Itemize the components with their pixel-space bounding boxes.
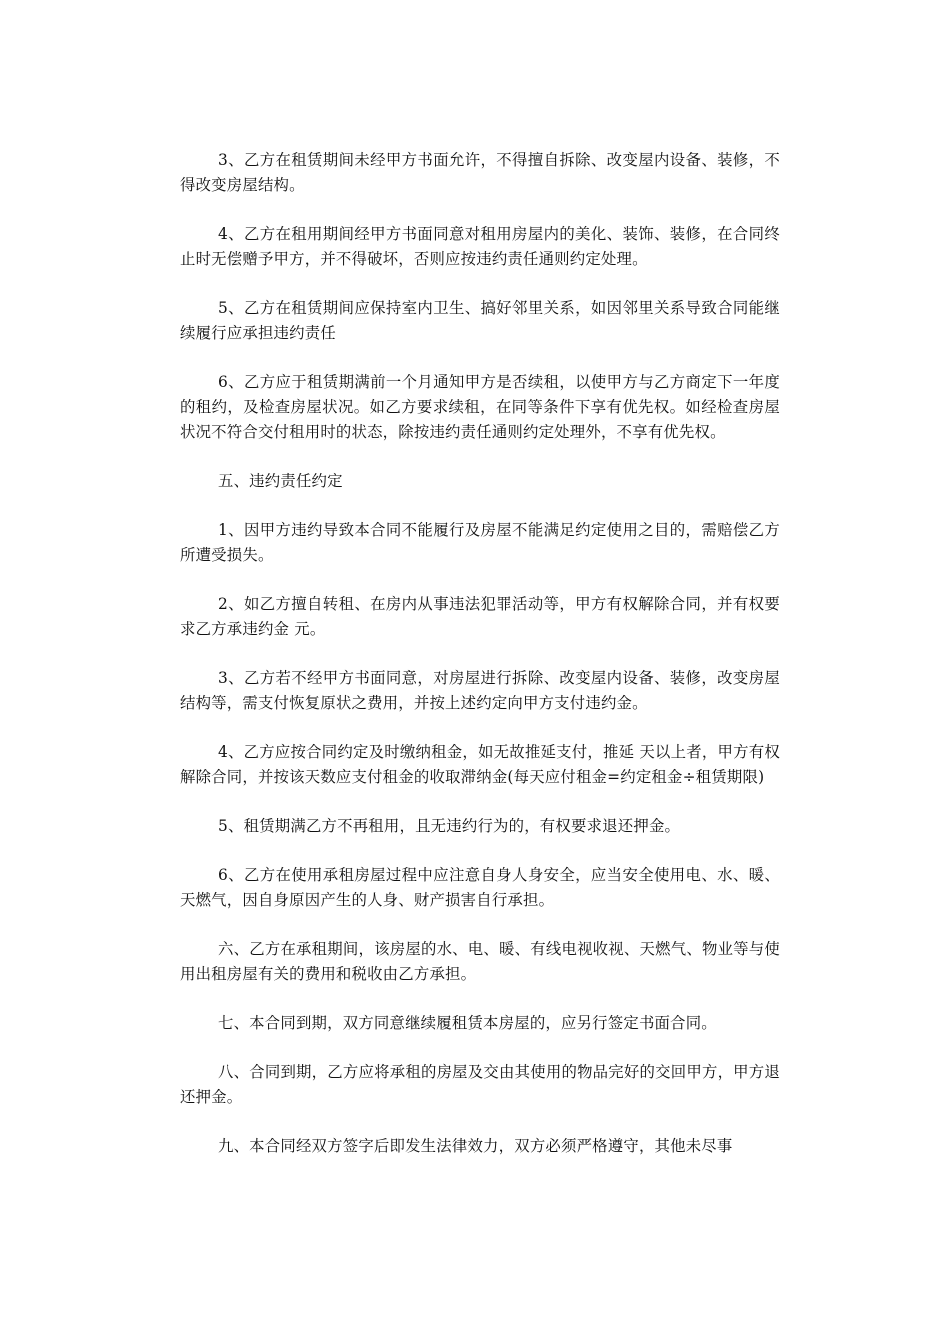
breach-clause-6: 6、乙方在使用承租房屋过程中应注意自身人身安全，应当安全使用电、水、暖、天燃气，因自身原因产生的人身、财产损害自行承担。 (180, 866, 780, 909)
clause-5-hygiene-neighbors: 5、乙方在租赁期间应保持室内卫生、搞好邻里关系，如因邻里关系导致合同能继续履行应承担违约责任 (180, 299, 780, 342)
clause-4-decoration: 4、乙方在租用期间经甲方书面同意对租用房屋内的美化、装饰、装修，在合同终止时无偿赠予甲方，并不得破坏，否则应按违约责任通则约定处理。 (180, 225, 780, 268)
section-seven-renewal: 七、本合同到期，双方同意继续履租赁本房屋的，应另行签定书面合同。 (218, 1014, 717, 1032)
section-eight-return: 八、合同到期，乙方应将承租的房屋及交由其使用的物品完好的交回甲方，甲方退还押金。 (180, 1063, 780, 1106)
breach-clause-4: 4、乙方应按合同约定及时缴纳租金，如无故推延支付，推延 天以上者，甲方有权解除合同，并按该天数应支付租金的收取滞纳金(每天应付租金=约定租金÷租赁期限) (180, 743, 780, 786)
section-heading-breach: 五、违约责任约定 (218, 472, 343, 490)
clause-6-renewal: 6、乙方应于租赁期满前一个月通知甲方是否续租，以使甲方与乙方商定下一年度的租约，及检查房屋状况。如乙方要求续租，在同等条件下享有优先权。如经检查房屋状况不符合交付租用时的状态，除按违约责任通则约定处理外，不享有优先权。 (180, 373, 780, 441)
clause-3-no-alteration: 3、乙方在租赁期间未经甲方书面允许，不得擅自拆除、改变屋内设备、装修，不得改变房屋结构。 (180, 151, 780, 194)
breach-clause-3: 3、乙方若不经甲方书面同意，对房屋进行拆除、改变屋内设备、装修，改变房屋结构等，需支付恢复原状之费用，并按上述约定向甲方支付违约金。 (180, 669, 780, 712)
document-body (180, 148, 780, 1183)
breach-clause-5: 5、租赁期满乙方不再租用，且无违约行为的，有权要求退还押金。 (218, 817, 681, 835)
breach-clause-1: 1、因甲方违约导致本合同不能履行及房屋不能满足约定使用之目的，需赔偿乙方所遭受损失。 (180, 521, 780, 564)
breach-clause-2: 2、如乙方擅自转租、在房内从事违法犯罪活动等，甲方有权解除合同，并有权要求乙方承违约金 元。 (180, 595, 780, 638)
section-nine-effect: 九、本合同经双方签字后即发生法律效力，双方必须严格遵守，其他未尽事 (218, 1137, 733, 1155)
section-six-fees: 六、乙方在承租期间，该房屋的水、电、暖、有线电视收视、天燃气、物业等与使用出租房屋有关的费用和税收由乙方承担。 (180, 940, 780, 983)
